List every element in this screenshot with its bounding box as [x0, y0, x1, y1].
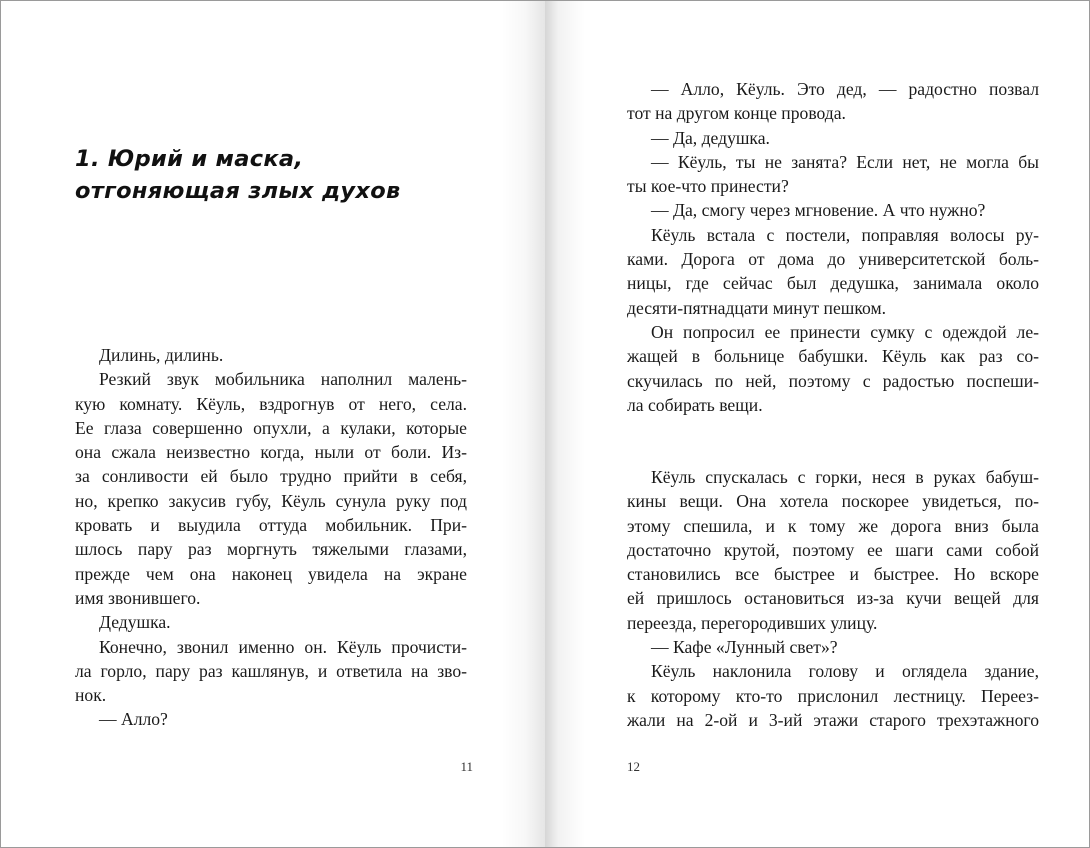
chapter-title-line: отгоняющая злых духов: [75, 178, 401, 204]
text-line: жали на 2-ой и 3-ий этажи старого трехэтажного: [627, 709, 1039, 730]
text-line: Кёуль спускалась с горки, неся в руках бабуш-: [651, 467, 1039, 487]
right-body-text-bottom: [627, 465, 1039, 732]
text-line: ла горло, пару раз кашлянув, и ответила на зво-: [75, 660, 467, 681]
text-line: нок.: [75, 685, 107, 706]
text-line: имя звонившего.: [75, 587, 201, 608]
text-line: Кёуль встала с постели, поправляя волосы ру-: [651, 224, 1039, 245]
text-line: но, крепко закусив губу, Кёуль сунула руку под: [75, 490, 467, 511]
text-line: становились все быстрее и быстрее. Но вскоре: [627, 564, 1039, 585]
chapter-title-line: 1. Юрий и маска,: [75, 146, 304, 172]
text-line: Кёуль наклонила голову и оглядела здание,: [651, 661, 1039, 682]
text-line: — Да, смогу через мгновение. А что нужно?: [651, 200, 986, 221]
text-line: скучилась по ней, поэтому с радостью поспеши-: [627, 370, 1039, 391]
left-body-text: [75, 343, 467, 732]
text-line: Резкий звук мобильника наполнил малень-: [99, 369, 467, 390]
text-line: кую комнату. Кёуль, вздрогнув от него, села.: [75, 393, 467, 414]
text-line: — Кафе «Лунный свет»?: [651, 637, 838, 658]
text-line: ницы, где сейчас был дедушка, занимала около: [627, 273, 1039, 294]
text-line: ками. Дорога от дома до университетской боль-: [627, 249, 1039, 270]
text-line: ей пришлось остановиться из-за кучи вещей для: [627, 588, 1039, 609]
text-line: — Кёуль, ты не занята? Если нет, не могла бы: [651, 151, 1039, 172]
text-line: Дилинь, дилинь.: [99, 345, 224, 365]
text-line: — Алло?: [99, 709, 168, 730]
text-line: Дедушка.: [99, 612, 171, 633]
text-line: прежде чем она наконец увидела на экране: [75, 563, 467, 584]
text-line: — Да, дедушка.: [651, 127, 770, 148]
text-line: шлось пару раз моргнуть тяжелыми глазами,: [75, 539, 467, 560]
text-line: Конечно, звонил именно он. Кёуль прочисти-: [99, 636, 467, 657]
text-line: — Алло, Кёуль. Это дед, — радостно позвал: [651, 79, 1039, 99]
text-line: жащей в больнице бабушки. Кёуль как раз со-: [627, 346, 1039, 367]
page-number-right: 12: [627, 759, 640, 774]
right-body-text-top: [627, 77, 1039, 417]
left-page: [1, 1, 545, 847]
text-line: к которому кто-то прислонил лестницу. Переез-: [627, 685, 1039, 706]
chapter-title: [75, 143, 495, 207]
text-line: Ее глаза совершенно опухли, а кулаки, которые: [75, 417, 467, 438]
text-line: десяти-пятнадцати минут пешком.: [627, 297, 886, 318]
text-line: тот на другом конце провода.: [627, 103, 846, 124]
text-line: ты кое-что принести?: [627, 176, 789, 197]
page-number-left: 11: [460, 759, 473, 774]
text-line: за сонливости ей было трудно прийти в себя,: [75, 466, 467, 487]
text-line: кровать и выудила оттуда мобильник. При-: [75, 515, 467, 536]
text-line: ла собирать вещи.: [627, 394, 763, 415]
text-line: она сжала неизвестно когда, ныли от боли. Из-: [75, 442, 467, 463]
text-line: достаточно крутой, поэтому ее шаги сами собой: [627, 539, 1039, 560]
text-line: переезда, перегородивших улицу.: [627, 612, 878, 633]
text-line: этому спешила, и к тому же дорога вниз была: [627, 515, 1039, 536]
text-line: кины вещи. Она хотела поскорее увидеться, по-: [627, 491, 1039, 512]
text-line: Он попросил ее принести сумку с одеждой ле-: [651, 321, 1039, 342]
